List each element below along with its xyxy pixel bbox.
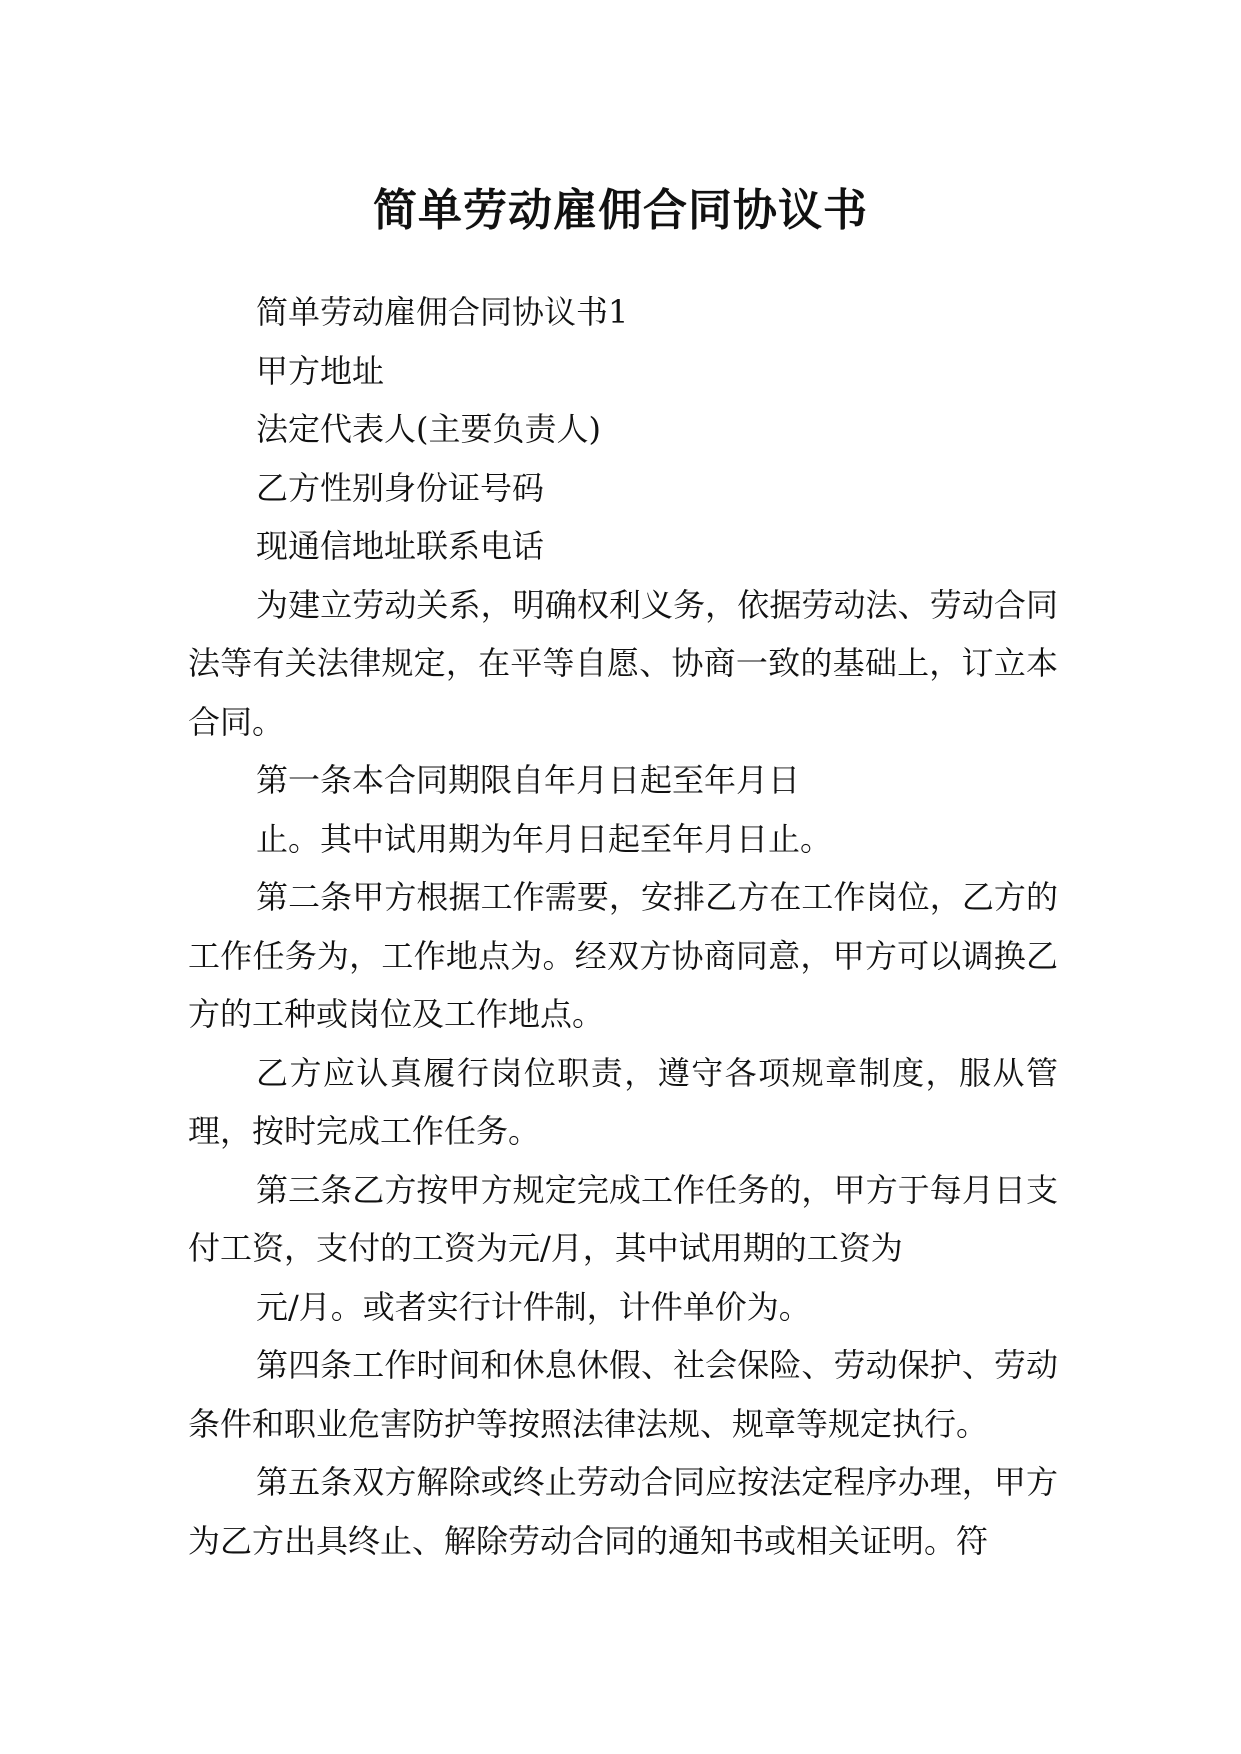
document-title: 简单劳动雇佣合同协议书 [373, 185, 868, 237]
paragraph-article-2: 第二条甲方根据工作需要，安排乙方在工作岗位，乙方的工作任务为，工作地点为。经双方协商同意，甲方可以调换乙方的工种或岗位及工作地点。 [188, 878, 1058, 1033]
document-body [188, 283, 1058, 1570]
paragraph-article-1-cont: 止。其中试用期为年月日起至年月日止。 [256, 819, 833, 858]
paragraph-subtitle: 简单劳动雇佣合同协议书1 [256, 293, 629, 331]
paragraph-article-1: 第一条本合同期限自年月日起至年月日 [256, 761, 801, 799]
paragraph-article-2-duties: 乙方应认真履行岗位职责，遵守各项规章制度，服从管理，按时完成工作任务。 [188, 1053, 1058, 1150]
paragraph-party-b-info: 乙方性别身份证号码 [256, 468, 545, 507]
paragraph-party-a-address: 甲方地址 [256, 351, 385, 390]
paragraph-preamble: 为建立劳动关系，明确权利义务，依据劳动法、劳动合同法等有关法律规定，在平等自愿、协商一致的基础上，订立本合同。 [188, 585, 1058, 741]
paragraph-article-5: 第五条双方解除或终止劳动合同应按法定程序办理，甲方为乙方出具终止、解除劳动合同的通知书或相关证明。符 [188, 1463, 1058, 1560]
paragraph-party-b-contact: 现通信地址联系电话 [256, 527, 545, 565]
paragraph-article-4: 第四条工作时间和休息休假、社会保险、劳动保护、劳动条件和职业危害防护等按照法律法规、规章等规定执行。 [188, 1346, 1058, 1443]
paragraph-article-3-cont: 元/月。或者实行计件制，计件单价为。 [256, 1287, 811, 1326]
paragraph-article-3: 第三条乙方按甲方规定完成工作任务的，甲方于每月日支付工资，支付的工资为元/月，其中试用期的工资为 [188, 1170, 1058, 1267]
paragraph-legal-representative: 法定代表人(主要负责人) [256, 410, 601, 448]
